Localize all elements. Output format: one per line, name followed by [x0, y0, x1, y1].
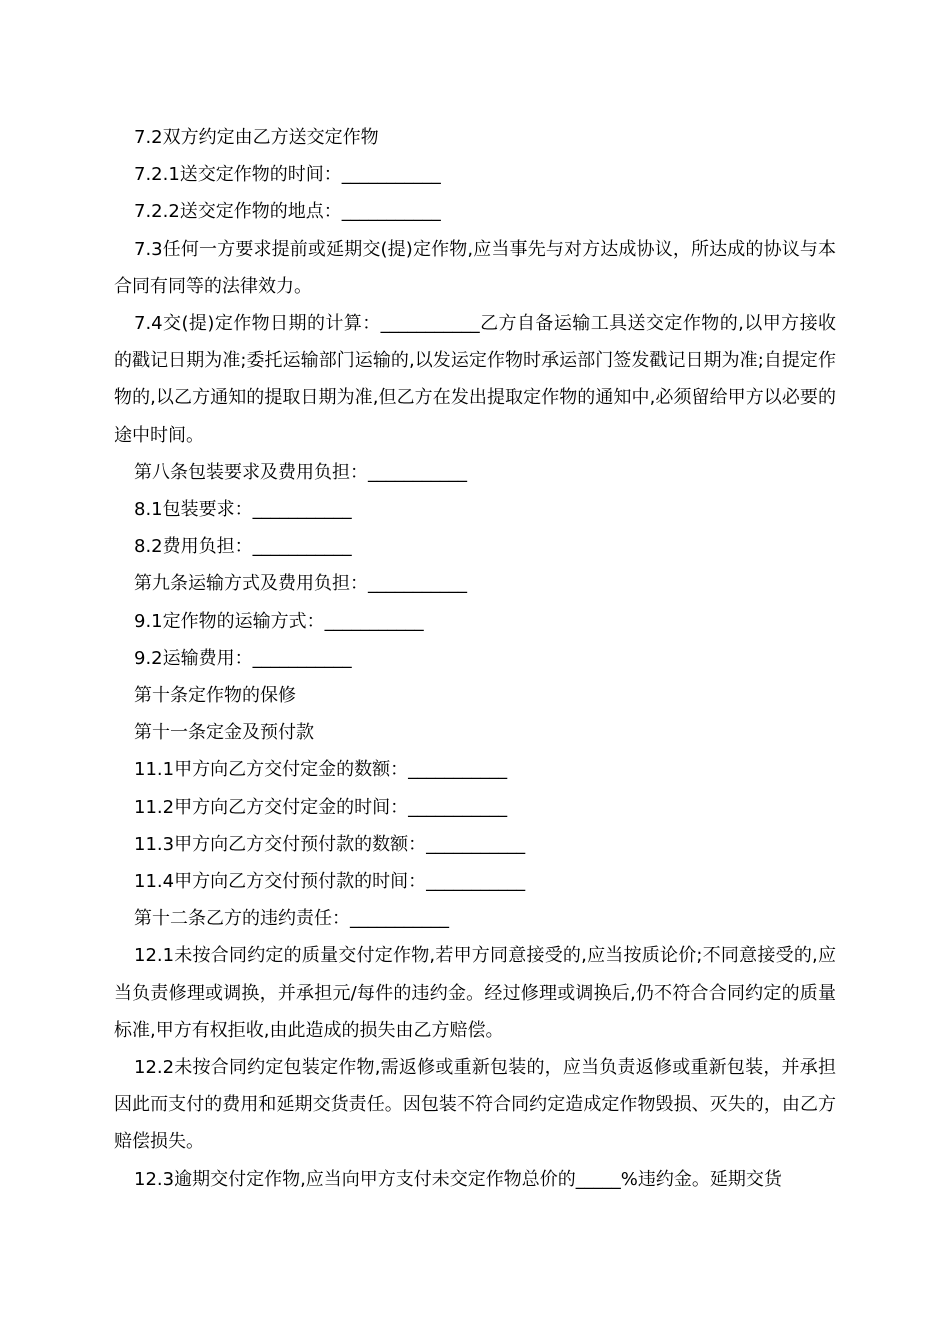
clause-12-3: 12.3逾期交付定作物,应当向甲方支付未交定作物总价的_____%违约金。延期交货 — [134, 1168, 782, 1190]
clause-7-2-1: 7.2.1送交定作物的时间：___________ — [134, 164, 441, 186]
clause-11-3: 11.3甲方向乙方交付预付款的数额：___________ — [134, 833, 526, 855]
clause-11-2: 11.2甲方向乙方交付定金的时间：___________ — [134, 796, 508, 818]
clause-11-4: 11.4甲方向乙方交付预付款的时间：___________ — [134, 871, 526, 893]
clause-8-2: 8.2费用负担：___________ — [134, 536, 352, 558]
clause-7-3: 7.3任何一方要求提前或延期交(提)定作物,应当事先与对方达成协议，所达成的协议与本合同有同等的法律效力。 — [114, 238, 836, 297]
document-body — [114, 119, 836, 1198]
article-10-heading: 第十条定作物的保修 — [134, 685, 296, 707]
clause-8-1: 8.1包装要求：___________ — [134, 499, 352, 521]
clause-12-1: 12.1未按合同约定的质量交付定作物,若甲方同意接受的,应当按质论价;不同意接受的,应当负责修理或调换，并承担元/每件的违约金。经过修理或调换后,仍不符合合同约定的质量标准,甲方有权拒收,由此造成的损失由乙方赔偿。 — [114, 945, 836, 1041]
clause-9-2: 9.2运输费用：___________ — [134, 647, 352, 669]
clause-7-4: 7.4交(提)定作物日期的计算：___________乙方自备运输工具送交定作物的,以甲方接收的戳记日期为准;委托运输部门运输的,以发运定作物时承运部门签发戳记日期为准;自提定作物的,以乙方通知的提取日期为准,但乙方在发出提取定作物的通知中,必须留给甲方以必要的途中时间。 — [114, 313, 836, 446]
clause-7-2-2: 7.2.2送交定作物的地点：___________ — [134, 201, 441, 223]
clause-12-2: 12.2未按合同约定包装定作物,需返修或重新包装的，应当负责返修或重新包装，并承担因此而支付的费用和延期交货责任。因包装不符合同约定造成定作物毁损、灭失的，由乙方赔偿损失。 — [114, 1057, 836, 1153]
article-9-heading: 第九条运输方式及费用负担：___________ — [134, 573, 467, 595]
article-12-heading: 第十二条乙方的违约责任：___________ — [134, 908, 449, 930]
clause-9-1: 9.1定作物的运输方式：___________ — [134, 610, 424, 632]
article-8-heading: 第八条包装要求及费用负担：___________ — [134, 461, 467, 483]
article-11-heading: 第十一条定金及预付款 — [134, 722, 314, 744]
clause-11-1: 11.1甲方向乙方交付定金的数额：___________ — [134, 759, 508, 781]
clause-7-2: 7.2双方约定由乙方送交定作物 — [134, 127, 379, 148]
